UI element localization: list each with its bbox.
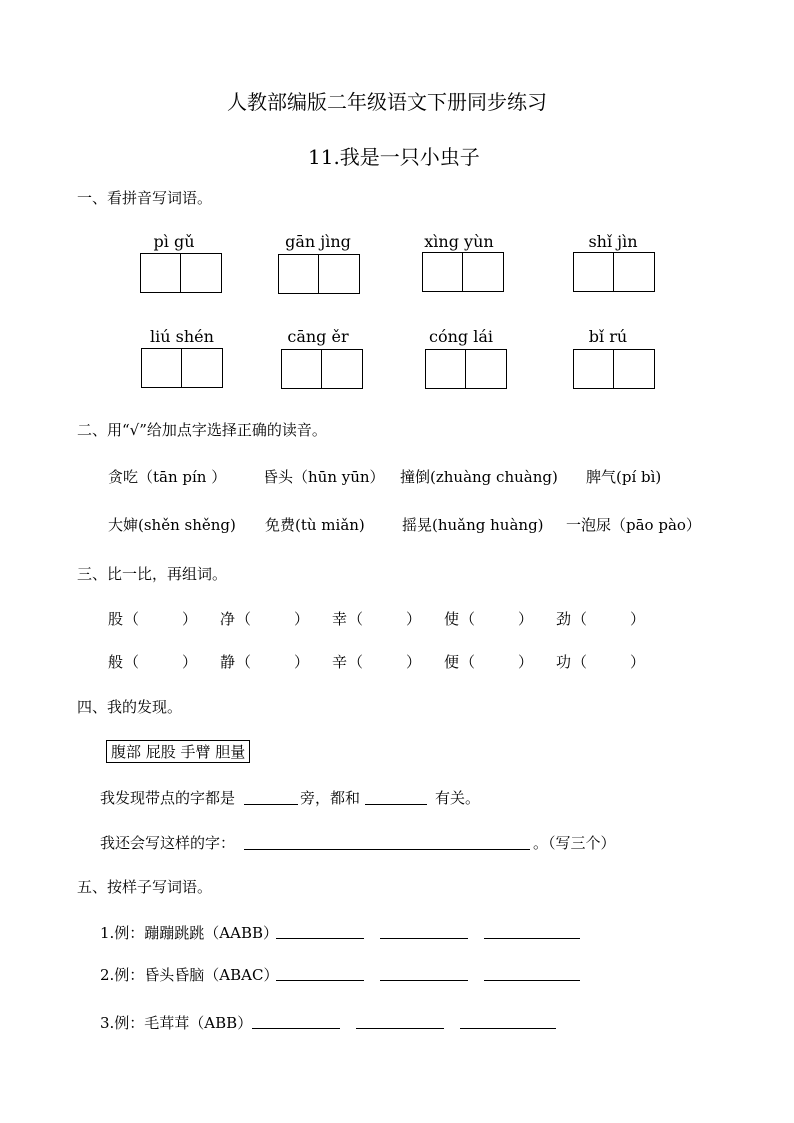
reading-item[interactable]: 一泡尿（pāo pào） bbox=[566, 516, 701, 534]
section4-heading: 四、我的发现。 bbox=[77, 698, 183, 716]
answer-line[interactable] bbox=[276, 924, 364, 939]
writing-cell[interactable] bbox=[322, 350, 362, 388]
writing-box-3[interactable] bbox=[422, 252, 504, 292]
pinyin-4: shǐ jìn bbox=[588, 232, 638, 251]
compare-char: 股 bbox=[108, 610, 124, 628]
section5-heading: 五、按样子写词语。 bbox=[77, 878, 213, 896]
answer-line[interactable] bbox=[276, 966, 364, 981]
related-blank[interactable] bbox=[365, 790, 427, 805]
pinyin-3: xìng yùn bbox=[424, 232, 494, 251]
writing-cell[interactable] bbox=[426, 350, 466, 388]
example-2: 2.例：昏头昏脑（ABAC） bbox=[100, 966, 279, 984]
close-paren: ） bbox=[406, 610, 422, 628]
answer-line[interactable] bbox=[380, 966, 468, 981]
radical-blank[interactable] bbox=[244, 790, 298, 805]
close-paren: ） bbox=[518, 653, 534, 671]
open-paren: （ bbox=[460, 610, 476, 628]
answer-space[interactable] bbox=[364, 651, 404, 669]
answer-line[interactable] bbox=[380, 924, 468, 939]
answer-space[interactable] bbox=[140, 651, 180, 669]
reading-item[interactable]: 免费(tù miǎn) bbox=[265, 516, 365, 534]
close-paren: ） bbox=[294, 653, 310, 671]
writing-cell[interactable] bbox=[574, 350, 614, 388]
pinyin-6: cāng ěr bbox=[287, 327, 349, 346]
reading-item[interactable]: 摇晃(huǎng huàng) bbox=[402, 516, 544, 534]
discovery-text-1: 我发现带点的字都是 bbox=[100, 789, 236, 807]
answer-space[interactable] bbox=[476, 608, 516, 626]
open-paren: （ bbox=[236, 653, 252, 671]
compare-char: 功 bbox=[556, 653, 572, 671]
pinyin-7: cóng lái bbox=[429, 327, 493, 346]
answer-space[interactable] bbox=[140, 608, 180, 626]
section3-heading: 三、比一比，再组词。 bbox=[77, 565, 228, 583]
open-paren: （ bbox=[572, 610, 588, 628]
close-paren: ） bbox=[630, 610, 646, 628]
answer-space[interactable] bbox=[364, 608, 404, 626]
section2-heading: 二、用“√”给加点字选择正确的读音。 bbox=[77, 421, 327, 439]
answer-line[interactable] bbox=[460, 1014, 556, 1029]
compare-char: 幸 bbox=[332, 610, 348, 628]
open-paren: （ bbox=[572, 653, 588, 671]
close-paren: ） bbox=[294, 610, 310, 628]
example-1: 1.例：蹦蹦跳跳（AABB） bbox=[100, 924, 279, 942]
close-paren: ） bbox=[182, 610, 198, 628]
compare-char: 净 bbox=[220, 610, 236, 628]
compare-char: 便 bbox=[444, 653, 460, 671]
open-paren: （ bbox=[236, 610, 252, 628]
writing-box-4[interactable] bbox=[573, 252, 655, 292]
writing-cell[interactable] bbox=[463, 253, 503, 291]
writing-cell[interactable] bbox=[614, 350, 654, 388]
answer-space[interactable] bbox=[252, 608, 292, 626]
answer-space[interactable] bbox=[252, 651, 292, 669]
writing-cell[interactable] bbox=[182, 349, 222, 387]
close-paren: ） bbox=[518, 610, 534, 628]
pinyin-5: liú shén bbox=[150, 327, 214, 346]
example-3: 3.例：毛茸茸（ABB） bbox=[100, 1014, 253, 1032]
page-title: 人教部编版二年级语文下册同步练习 bbox=[227, 90, 547, 114]
extra-chars-blank[interactable] bbox=[244, 835, 530, 850]
compare-char: 使 bbox=[444, 610, 460, 628]
writing-box-7[interactable] bbox=[425, 349, 507, 389]
writing-box-6[interactable] bbox=[281, 349, 363, 389]
open-paren: （ bbox=[348, 653, 364, 671]
answer-line[interactable] bbox=[252, 1014, 340, 1029]
word-box: 腹部 屁股 手臂 胆量 bbox=[106, 740, 250, 763]
reading-item[interactable]: 大婶(shěn shěng) bbox=[108, 516, 236, 534]
open-paren: （ bbox=[124, 653, 140, 671]
extra-chars-note: 。（写三个） bbox=[533, 834, 616, 852]
close-paren: ） bbox=[630, 653, 646, 671]
discovery-text-2: 旁，都和 bbox=[300, 789, 361, 807]
reading-item[interactable]: 撞倒(zhuàng chuàng) bbox=[400, 468, 558, 486]
answer-space[interactable] bbox=[476, 651, 516, 669]
open-paren: （ bbox=[348, 610, 364, 628]
writing-cell[interactable] bbox=[574, 253, 614, 291]
close-paren: ） bbox=[182, 653, 198, 671]
compare-char: 静 bbox=[220, 653, 236, 671]
reading-item[interactable]: 贪吃（tān pín ） bbox=[108, 468, 227, 486]
writing-box-8[interactable] bbox=[573, 349, 655, 389]
reading-item[interactable]: 脾气(pí bì) bbox=[586, 468, 662, 486]
open-paren: （ bbox=[460, 653, 476, 671]
close-paren: ） bbox=[406, 653, 422, 671]
writing-box-1[interactable] bbox=[140, 253, 222, 293]
writing-cell[interactable] bbox=[142, 349, 182, 387]
writing-cell[interactable] bbox=[141, 254, 181, 292]
writing-cell[interactable] bbox=[466, 350, 506, 388]
answer-space[interactable] bbox=[588, 651, 628, 669]
writing-cell[interactable] bbox=[282, 350, 322, 388]
compare-char: 劲 bbox=[556, 610, 572, 628]
writing-cell[interactable] bbox=[279, 255, 319, 293]
discovery-text-3: 有关。 bbox=[435, 789, 481, 807]
section1-heading: 一、看拼音写词语。 bbox=[77, 189, 213, 207]
answer-space[interactable] bbox=[588, 608, 628, 626]
answer-line[interactable] bbox=[356, 1014, 444, 1029]
extra-chars-label: 我还会写这样的字： bbox=[100, 834, 236, 852]
pinyin-2: gān jìng bbox=[285, 232, 351, 251]
writing-box-5[interactable] bbox=[141, 348, 223, 388]
writing-cell[interactable] bbox=[181, 254, 221, 292]
reading-item[interactable]: 昏头（hūn yūn） bbox=[263, 468, 385, 486]
writing-cell[interactable] bbox=[319, 255, 359, 293]
compare-char: 辛 bbox=[332, 653, 348, 671]
pinyin-1: pì gǔ bbox=[153, 232, 195, 251]
pinyin-8: bǐ rú bbox=[588, 327, 628, 346]
compare-char: 般 bbox=[108, 653, 124, 671]
writing-cell[interactable] bbox=[614, 253, 654, 291]
open-paren: （ bbox=[124, 610, 140, 628]
writing-box-2[interactable] bbox=[278, 254, 360, 294]
writing-cell[interactable] bbox=[423, 253, 463, 291]
lesson-title: 11.我是一只小虫子 bbox=[308, 145, 480, 169]
answer-line[interactable] bbox=[484, 924, 580, 939]
answer-line[interactable] bbox=[484, 966, 580, 981]
